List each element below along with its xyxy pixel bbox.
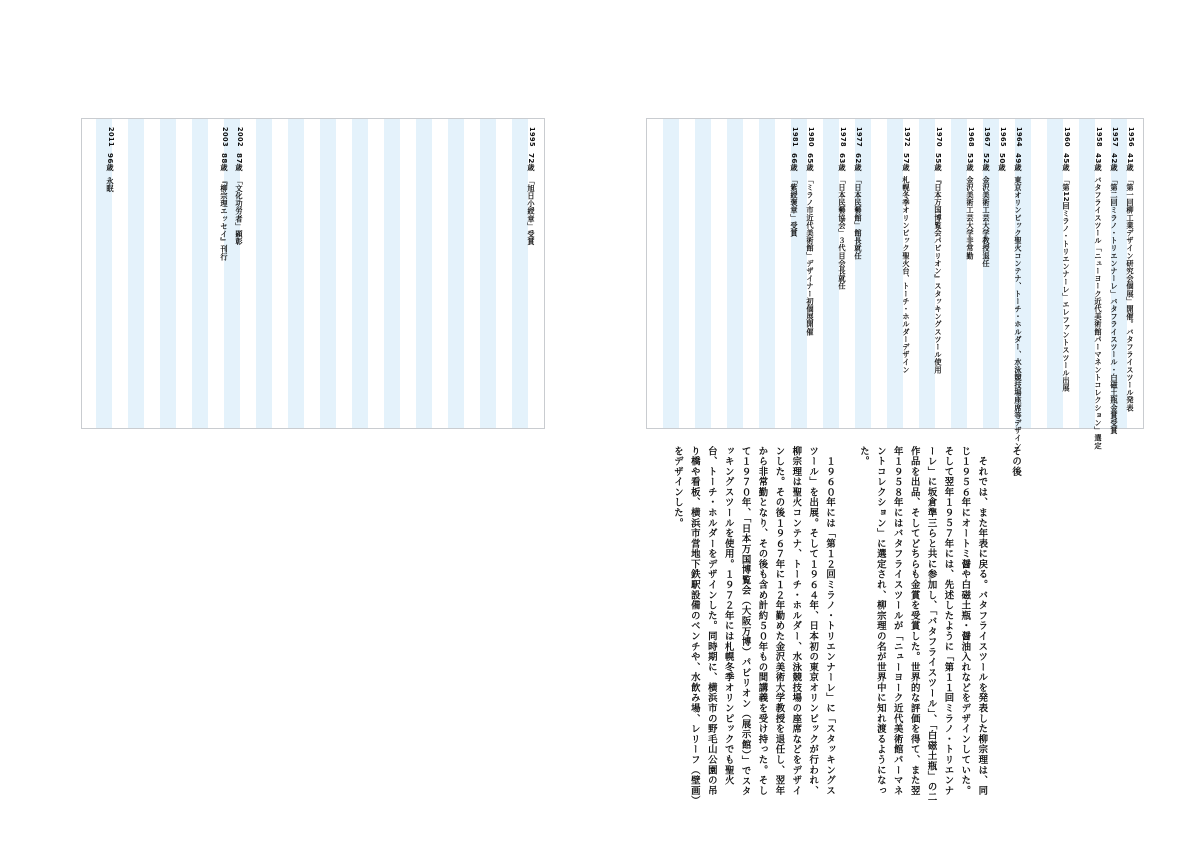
timeline-event: 東京オリンピック聖火コンテナ、トーチ・ホルダー、水泳競技場座席等デザイン [1014,176,1023,450]
timeline-event: 『柳宗理エッセイ』刊行 [220,177,229,261]
timeline-age: 57歳 [902,152,911,172]
timeline-year: 1978 [839,127,847,147]
timeline-age: 66歳 [790,152,799,172]
timeline-entry [1094,127,1103,450]
timeline-age: 53歳 [966,152,975,172]
timeline-age: 49歳 [1014,152,1023,172]
timeline-age: 45歳 [1062,152,1071,172]
timeline-entry [527,127,536,246]
timeline-year: 1965 [999,127,1007,147]
timeline-entry [998,127,1007,176]
timeline-age: 72歳 [527,152,536,172]
timeline-event: 「第二回ミラノ・トリエンナーレ」バタフライスツール・白磁土瓶金賞受賞 [1110,176,1119,435]
timeline-event: 「日本民藝協会」３代目会長就任 [838,176,847,291]
timeline-year: 2002 [236,127,244,147]
timeline-age: 50歳 [998,152,1007,172]
timeline-entry [934,127,943,374]
timeline-age: 63歳 [838,152,847,172]
right-page [596,0,1191,842]
timeline-age: 41歳 [1126,152,1135,172]
timeline-age: 62歳 [854,152,863,172]
timeline-age: 42歳 [1110,152,1119,172]
body-paragraph: それでは、また年表に戻る。バタフライスツールを発表した柳宗理は、同じ１９５６年にオートミ醤や白磁土瓶・醤油入れなどをデザインしていた。そして翌年１９５７年には、先述したように「第１１回ミラノ・トリエンナーレ」に坂倉準三らと共に参加し、「バタフライスツール」、「白磁土瓶」の二作品を出品、そしてどちらも金賞を受賞した。世界的な評価を得て、また翌年１９５８年にはバタフライスツールが「ニューヨーク近代美術館パーマネントコレクション」に選定され、柳宗理の名が世界中に知れ渡るようになった。 [857,446,988,803]
timeline-event: 札幌冬季オリンピック聖火台、トーチ・ホルダーデザイン [902,176,911,374]
timeline-event: 「文化功労者」顕彰 [235,177,244,246]
timeline-year: 2003 [221,127,229,147]
timeline-entry [854,127,863,260]
timeline-event: 金沢美術工芸大学非常勤 [966,176,975,260]
timeline-age: 87歳 [235,152,244,172]
timeline-entry [982,127,991,268]
timeline-entry [1110,127,1119,435]
timeline-entry [806,127,815,336]
timeline-entry [966,127,975,260]
timeline-event: バタフライスツール「ニューヨーク近代美術館パーマネントコレクション」選定 [1094,176,1103,450]
body-paragraph: １９６０年には「第１２回ミラノ・トリエンナーレ」に「スタッキングスツール」を出展。そして１９６４年、日本初の東京オリンピックが行われ、柳宗理は聖火コンテナ、トーチ・ホルダー、水泳競技場の座席などをデザインした。その後１９６７年に１２年勤めた金沢美術大学教授を退任し、翌年から非常勤となり、その後も含め計約５０年もの間講義を受け持った。そして１９７０年、「日本万国博覧会（大阪万博）パビリオン（展示館）」でスタッキングスツールを使用。１９７２年には札幌冬季オリンピックでも聖火台、トーチ・ホルダーをデザインした。同時期に、横浜市の野毛山公園の吊り橋や看板、横浜市営地下鉄駅設備のベンチや、水飲み場、レリーフ（壁画）をデザインした。 [671,446,836,802]
timeline-event: 「旭日小綬章」受賞 [527,177,536,246]
timeline-year: 2011 [107,127,115,147]
timeline-entry [235,127,244,246]
timeline-event: 「第12回ミラノ・トリエンナーレ」エレファントスツール出展 [1062,176,1071,393]
timeline-age: 65歳 [806,152,815,172]
timeline-age: 43歳 [1094,152,1103,172]
timeline-event: 「紫綬褒章」受賞 [790,176,799,238]
timeline-event: 「日本民藝館」館長就任 [854,176,863,260]
timeline-age: 52歳 [982,152,991,172]
timeline-year: 1958 [1095,127,1103,147]
timeline-year: 1995 [528,127,536,147]
timeline-entry [220,127,229,261]
right-timeline-table [646,118,1144,450]
timeline-age: 55歳 [934,152,943,172]
timeline-event: 『日本万国博覧会パビリオン』スタッキングスツール使用 [934,176,943,374]
left-page [0,0,595,842]
timeline-entry [790,127,799,237]
section-heading: その後 [1010,446,1022,477]
timeline-year: 1980 [807,127,815,147]
timeline-event: 「ミラノ市近代美術館」デザイナー初個展開催 [806,176,815,336]
timeline-year: 1956 [1127,127,1135,147]
timeline-year: 1981 [791,127,799,147]
timeline-event: 「第一回柳工業デザイン研究会個展」開催。バタフライスツール発表 [1126,176,1135,412]
timeline-event: 永眠 [106,177,115,193]
timeline-entry [1062,127,1071,392]
timeline-year: 1964 [1015,127,1023,147]
left-timeline-table [81,118,545,429]
timeline-year: 1957 [1111,127,1119,147]
timeline-age: 88歳 [220,152,229,172]
timeline-year: 1972 [903,127,911,147]
timeline-year: 1968 [967,127,975,147]
timeline-entry [902,127,911,374]
timeline-event: 金沢美術工芸大学教授退任 [982,176,991,268]
right-body-text [651,446,1040,806]
timeline-entry [1126,127,1135,412]
timeline-year: 1967 [983,127,991,147]
timeline-year: 1970 [935,127,943,147]
timeline-age: 96歳 [106,152,115,172]
timeline-entry [838,127,847,290]
timeline-entry [106,127,115,193]
timeline-year: 1977 [855,127,863,147]
timeline-entry [1014,127,1023,450]
timeline-year: 1960 [1063,127,1071,147]
